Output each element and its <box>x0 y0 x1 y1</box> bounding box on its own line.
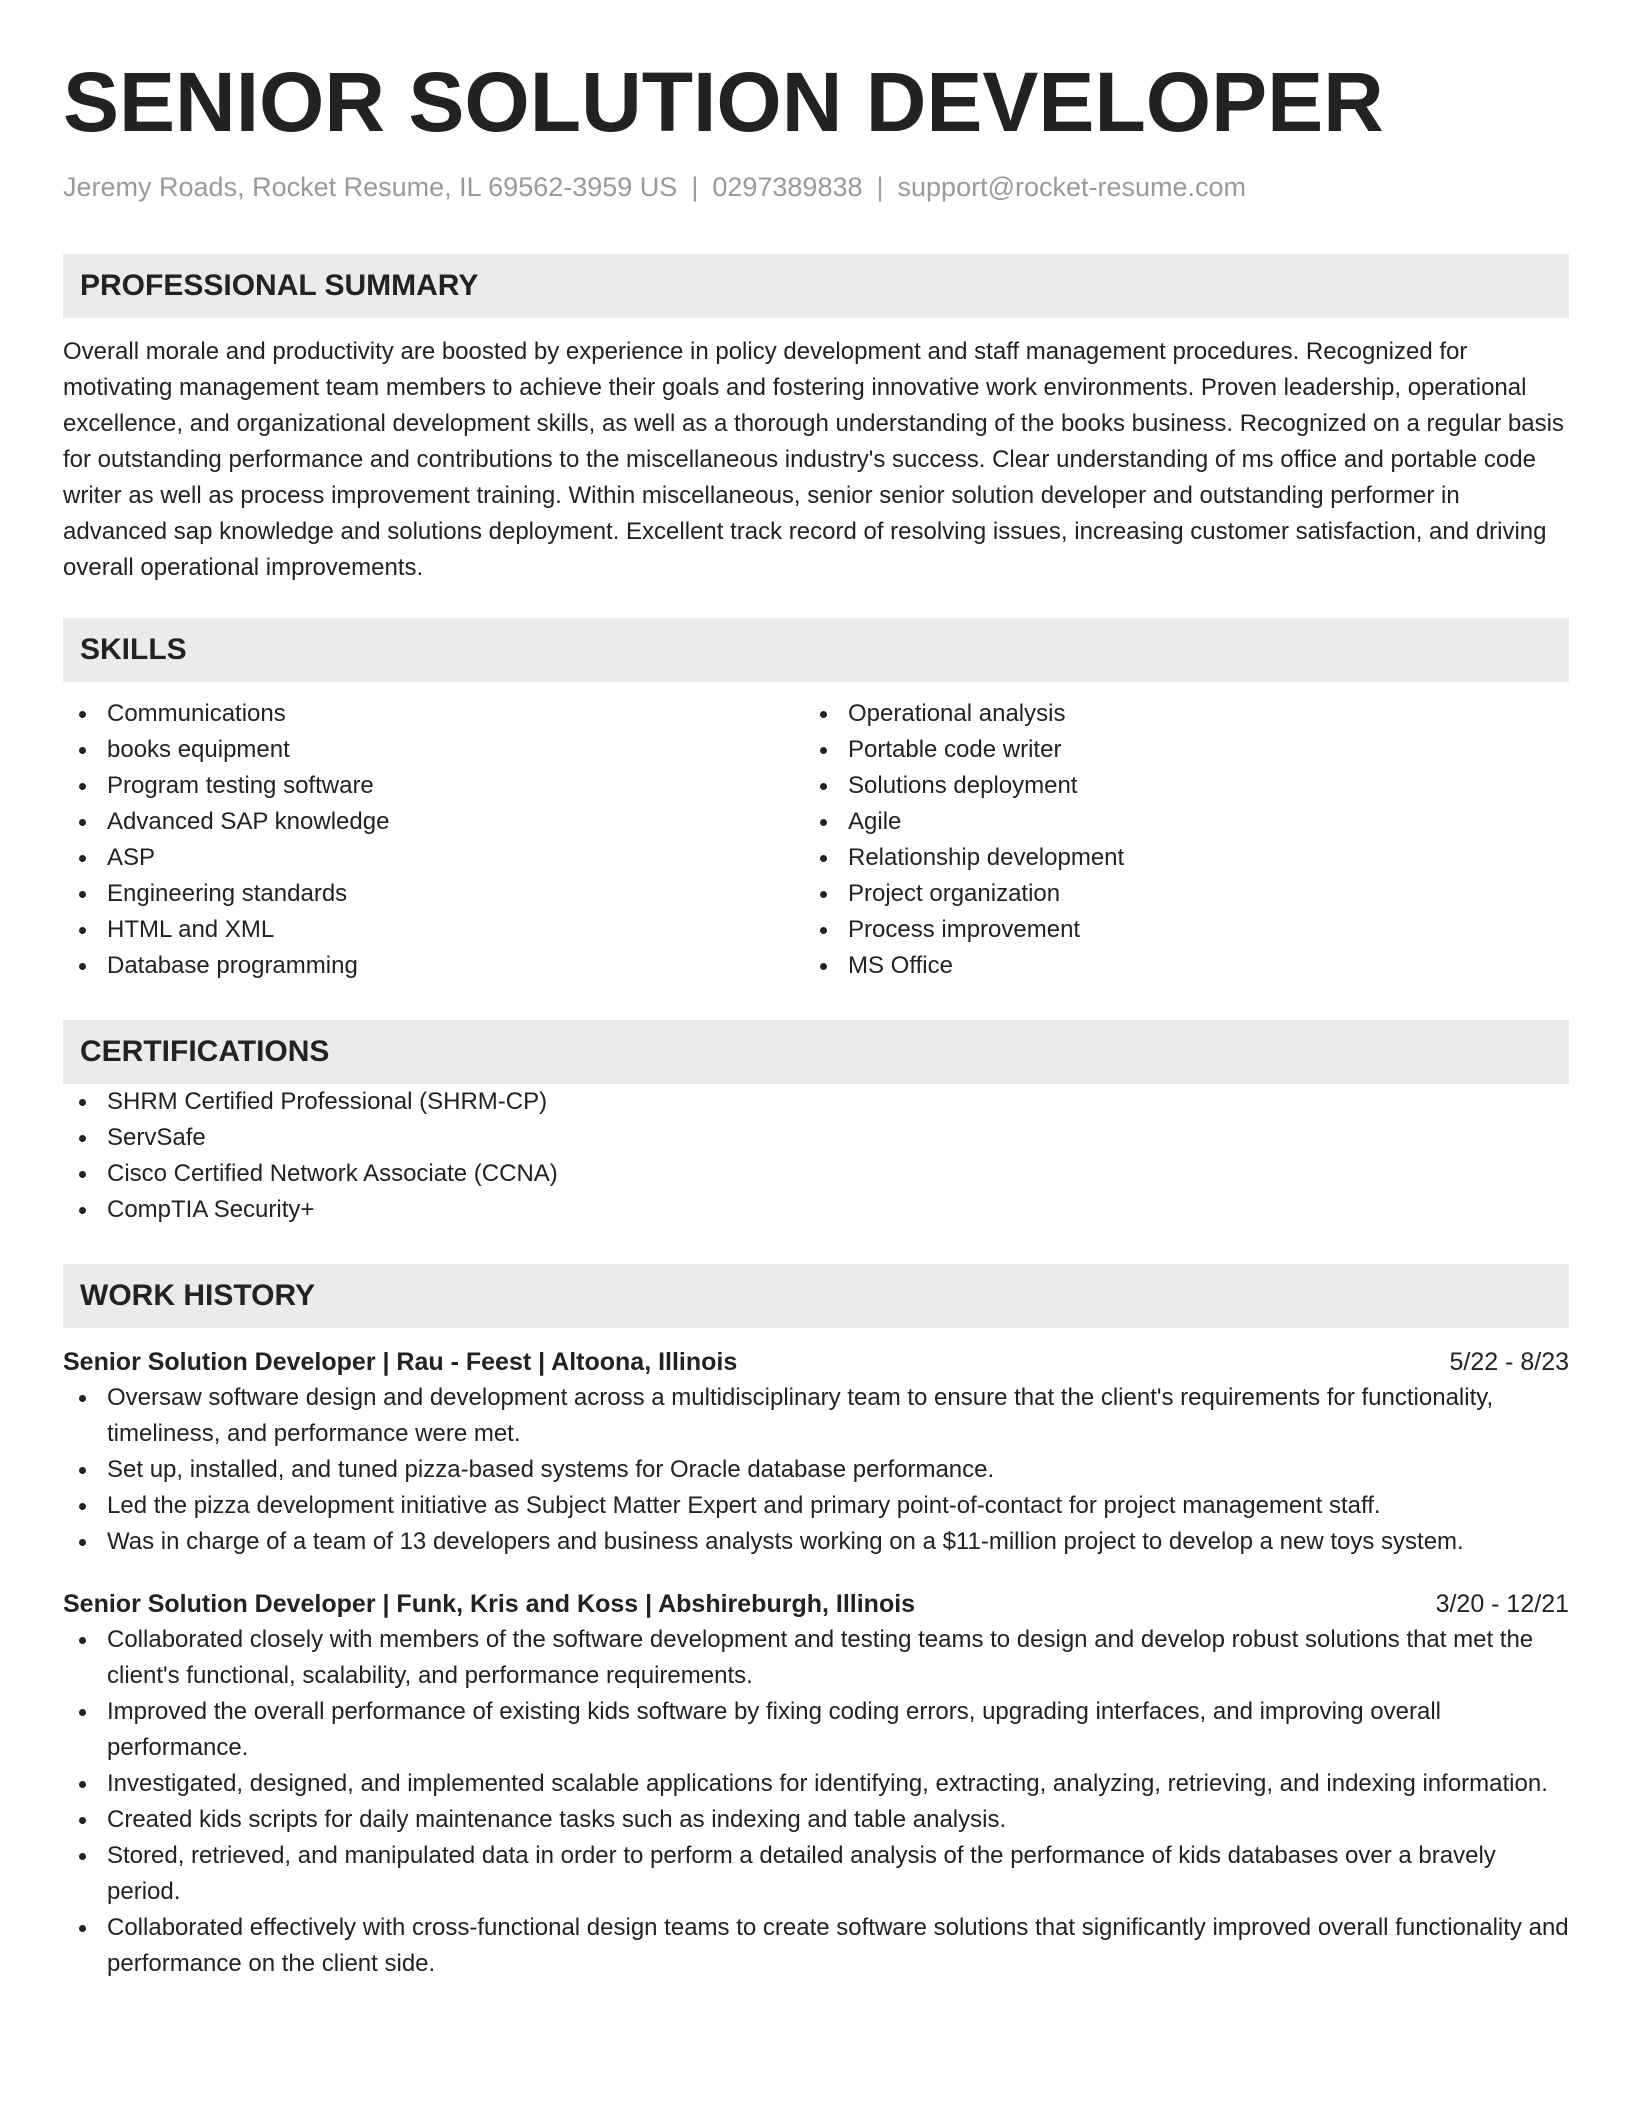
contact-separator: | <box>876 172 884 202</box>
job-bullet: Investigated, designed, and implemented scalable applications for identifying, extracting, analyzing, retrieving, and indexing information. <box>63 1766 1569 1802</box>
resume-title: SENIOR SOLUTION DEVELOPER <box>63 55 1384 149</box>
skill-item: MS Office <box>804 948 1545 984</box>
job-bullet: Created kids scripts for daily maintenance tasks such as indexing and table analysis. <box>63 1802 1569 1838</box>
skill-item: HTML and XML <box>63 912 804 948</box>
contact-phone: 0297389838 <box>712 172 863 202</box>
summary-heading: PROFESSIONAL SUMMARY <box>63 254 1569 318</box>
skills-left-list <box>63 696 804 984</box>
skill-item: Project organization <box>804 876 1545 912</box>
job-bullet: Stored, retrieved, and manipulated data in order to perform a detailed analysis of the performance of kids databases over a bravely period. <box>63 1838 1569 1910</box>
job-title: Senior Solution Developer | Funk, Kris and Koss | Abshireburgh, Illinois <box>63 1590 916 1618</box>
certifications-list <box>63 1084 1569 1228</box>
certification-item: ServSafe <box>63 1120 1569 1156</box>
skill-item: ASP <box>63 840 804 876</box>
job-bullet-list <box>63 1380 1569 1560</box>
skill-item: Agile <box>804 804 1545 840</box>
job-bullet: Set up, installed, and tuned pizza-based systems for Oracle database performance. <box>63 1452 1569 1488</box>
job-header <box>63 1586 1569 1622</box>
job-dates: 5/22 - 8/23 <box>1449 1348 1569 1376</box>
job-bullet: Collaborated closely with members of the software development and testing teams to design and develop robust solutions that met the client's functional, scalability, and performance requirements. <box>63 1622 1569 1694</box>
certification-item: SHRM Certified Professional (SHRM-CP) <box>63 1084 1569 1120</box>
job-bullet: Collaborated effectively with cross-functional design teams to create software solutions that significantly improved overall functionality and performance on the client side. <box>63 1910 1569 1982</box>
skill-item: Portable code writer <box>804 732 1545 768</box>
job-bullet: Was in charge of a team of 13 developers and business analysts working on a $11-million project to develop a new toys system. <box>63 1524 1569 1560</box>
skill-item: Process improvement <box>804 912 1545 948</box>
skill-item: Engineering standards <box>63 876 804 912</box>
contact-address: Jeremy Roads, Rocket Resume, IL 69562-3959 US <box>63 172 678 202</box>
skill-item: Communications <box>63 696 804 732</box>
skill-item: Program testing software <box>63 768 804 804</box>
job-header <box>63 1344 1569 1380</box>
skills-grid <box>63 696 1569 984</box>
contact-line <box>63 170 1569 204</box>
certification-item: CompTIA Security+ <box>63 1192 1569 1228</box>
skill-item: Operational analysis <box>804 696 1545 732</box>
skill-item: Advanced SAP knowledge <box>63 804 804 840</box>
job-title: Senior Solution Developer | Rau - Feest | Altoona, Illinois <box>63 1348 738 1376</box>
work-history-heading: WORK HISTORY <box>63 1264 1569 1328</box>
job-bullet: Oversaw software design and development across a multidisciplinary team to ensure that the client's requirements for functionality, timeliness, and performance were met. <box>63 1380 1569 1452</box>
contact-separator: | <box>691 172 699 202</box>
job-bullet: Improved the overall performance of existing kids software by fixing coding errors, upgrading interfaces, and improving overall performance. <box>63 1694 1569 1766</box>
contact-email: support@rocket-resume.com <box>897 172 1247 202</box>
skill-item: Solutions deployment <box>804 768 1545 804</box>
job-bullet: Led the pizza development initiative as Subject Matter Expert and primary point-of-contact for project management staff. <box>63 1488 1569 1524</box>
skill-item: books equipment <box>63 732 804 768</box>
job-bullet-list <box>63 1622 1569 1982</box>
summary-text: Overall morale and productivity are boosted by experience in policy development and staff management procedures. Recognized for motivating management team members to achieve their goals and fostering innovative work environments. Proven leadership, operational excellence, and organizational development skills, as well as a thorough understanding of the books business. Recognized on a regular basis for outstanding performance and contributions to the miscellaneous industry's success. Clear understanding of ms office and portable code writer as well as process improvement training. Within miscellaneous, senior senior solution developer and outstanding performer in advanced sap knowledge and solutions deployment. Excellent track record of resolving issues, increasing customer satisfaction, and driving overall operational improvements. <box>63 338 1564 581</box>
skills-right-list <box>804 696 1545 984</box>
skill-item: Relationship development <box>804 840 1545 876</box>
skill-item: Database programming <box>63 948 804 984</box>
certifications-heading: CERTIFICATIONS <box>63 1020 1569 1084</box>
job-dates: 3/20 - 12/21 <box>1435 1590 1569 1618</box>
skills-heading: SKILLS <box>63 618 1569 682</box>
certification-item: Cisco Certified Network Associate (CCNA) <box>63 1156 1569 1192</box>
